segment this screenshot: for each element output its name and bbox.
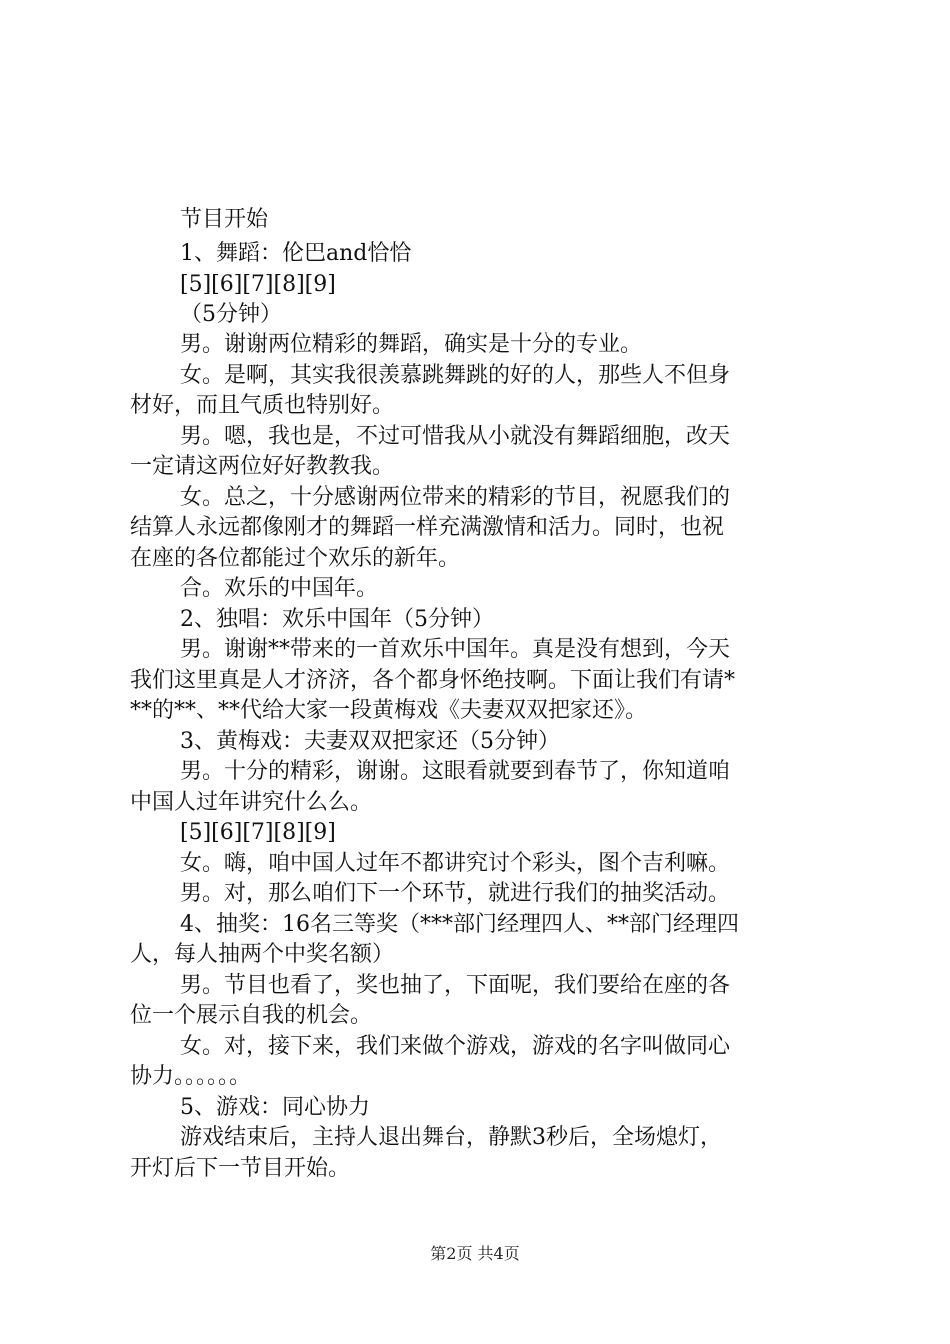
text-line: 协力。。。。。。	[130, 1064, 252, 1089]
text-line: 在座的各位都能过个欢乐的新年。	[130, 546, 461, 571]
text-line: 男。谢谢两位精彩的舞蹈，确实是十分的专业。	[180, 332, 643, 357]
text-line: 人，每人抽两个中奖名额）	[130, 942, 395, 967]
page-footer: 第2页 共4页	[430, 1244, 520, 1263]
text-line: 男。谢谢**带来的一首欢乐中国年。真是没有想到，今天	[180, 637, 731, 662]
text-line: 开灯后下一节目开始。	[130, 1156, 351, 1181]
text-line: 2、独唱：欢乐中国年（5分钟）	[180, 607, 494, 632]
text-line: 女。总之，十分感谢两位带来的精彩的节目，祝愿我们的	[180, 485, 731, 510]
text-line: 材好，而且气质也特别好。	[130, 393, 395, 418]
text-line: 结算人永远都像刚才的舞蹈一样充满激情和活力。同时，也祝	[130, 515, 725, 540]
text-line: 女。是啊，其实我很羡慕跳舞跳的好的人，那些人不但身	[180, 363, 731, 388]
text-line: 我们这里真是人才济济，各个都身怀绝技啊。下面让我们有请*	[130, 668, 736, 693]
text-line: 一定请这两位好好教教我。	[130, 454, 395, 479]
text-line: 女。嗨，咱中国人过年不都讲究讨个彩头，图个吉利嘛。	[180, 851, 731, 876]
text-line: 1、舞蹈：伦巴and恰恰	[180, 241, 412, 266]
text-line: 男。节目也看了，奖也抽了，下面呢，我们要给在座的各	[180, 973, 731, 998]
text-line: 节目开始	[180, 207, 269, 232]
text-line: [5][6][7][8][9]	[180, 820, 336, 845]
text-line: （5分钟）	[180, 302, 282, 327]
text-line: 男。对，那么咱们下一个环节，就进行我们的抽奖活动。	[180, 881, 731, 906]
text-line: [5][6][7][8][9]	[180, 272, 336, 297]
text-line: 女。对，接下来，我们来做个游戏，游戏的名字叫做同心	[180, 1034, 731, 1059]
text-line: 男。十分的精彩，谢谢。这眼看就要到春节了，你知道咱	[180, 759, 731, 784]
text-line: 中国人过年讲究什么么。	[130, 790, 373, 815]
text-line: 位一个展示自我的机会。	[130, 1003, 373, 1028]
text-line: 5、游戏：同心协力	[180, 1095, 370, 1120]
text-line: 游戏结束后，主持人退出舞台，静默3秒后，全场熄灯，	[180, 1125, 722, 1150]
text-line: 4、抽奖：16名三等奖（***部门经理四人、**部门经理四	[180, 912, 739, 937]
text-line: 合。欢乐的中国年。	[180, 576, 379, 601]
text-line: **的**、**代给大家一段黄梅戏《夫妻双双把家还》。	[130, 698, 648, 723]
text-line: 3、黄梅戏：夫妻双双把家还（5分钟）	[180, 729, 560, 754]
text-line: 男。嗯，我也是，不过可惜我从小就没有舞蹈细胞，改天	[180, 424, 731, 449]
